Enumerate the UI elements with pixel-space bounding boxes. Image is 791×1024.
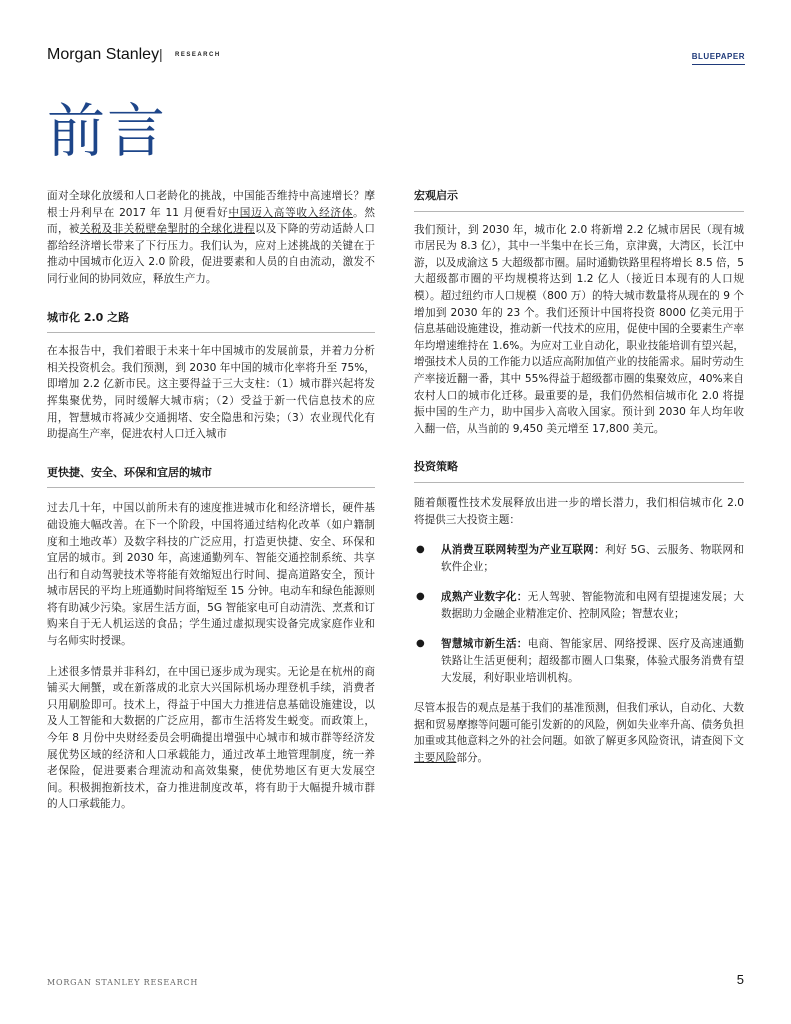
research-label: RESEARCH — [175, 52, 221, 58]
strategy-paragraph: 随着颠覆性技术发展释放出进一步的增长潜力，我们相信城市化 2.0 将提供三大投资主题： — [414, 496, 744, 526]
morgan-stanley-logo: Morgan Stanley — [47, 46, 160, 63]
intro-paragraph — [47, 188, 375, 288]
bullet-icon: ● — [416, 544, 425, 556]
section-heading-urbanization: 城市化 2.0 之路 — [47, 310, 130, 324]
page-number: 5 — [736, 972, 744, 987]
link-key-risks[interactable]: 主要风险 — [414, 752, 457, 765]
section-heading-strategy: 投资策略 — [414, 460, 458, 474]
page-title: 前言 — [47, 97, 168, 165]
logo-separator: | — [159, 46, 163, 62]
list-item — [414, 636, 744, 686]
theme-title: 智慧城市新生活： — [441, 638, 528, 651]
risk-text-1: 尽管本报告的观点是基于我们的基准预测，但我们承认，自动化、大数据和贸易摩擦等问题可能引发新的的风险，例如失业率升高、债务负担加重或其他意料之外的社会问题。如欲了解更多风险资讯，请查阅下文 — [414, 702, 744, 748]
macro-paragraph: 我们预计，到 2030 年，城市化 2.0 将新增 2.2 亿城市居民（现有城市居民为 8.3 亿），其中一半集中在长三角，京津冀，大湾区，长江中游，以及成渝这 5 大超级都市圈。届时通勤铁路里程将增长 8.5 倍，5 大超级都市圈的平均规模将达到 1.2 亿人（接近日本现有的人口规模）。超过纽约市人口规模（800 万）的特大城市数量将从现在的 9 个增加到 2030 年的 23 个。我们还预计中国将投资 8000 亿美元用于信息基础设施建设，推动新一代技术的应用，促使中国的全要素生产率年均增速维持在 1.6%。为应对工业自动化，职业技能培训有望兴起，增强技术人员的工作能力以适应高附加值产业的技能需求。届时劳动生产率接近翻一番，其中 55%得益于超级都市圈的集聚效应，40%来自农村人口的城市化迁移。最重要的是，我们仍然相信城市化 2.0 将提振中国的生产力，助中国步入高收入国家。预计到 2030 年人均年收入翻一倍，从当前的 9,450 美元增至 17,800 美元。 — [414, 223, 744, 435]
risk-text-2: 部分。 — [456, 752, 489, 765]
footer-label: MORGAN STANLEY RESEARCH — [47, 978, 199, 987]
theme-text: 利好 5G、云服务、物联网和软件企业； — [441, 544, 744, 573]
bluepaper-badge: BLUEPAPER — [691, 52, 745, 61]
list-item — [414, 589, 744, 622]
left-column — [47, 188, 375, 813]
cities-paragraph-2: 上述很多情景并非科幻，在中国已逐步成为现实。无论是在杭州的商铺买大闸蟹，或在新落成的北京大兴国际机场办理登机手续，消费者只用刷脸即可。技术上，得益于中国大力推进信息基础设施建设，以及人工智能和大数据的广泛应用，都市生活将发生蜕变。而政策上，今年 8 月份中央财经委员会明确提出增强中心城市和城市群等经济发展优势区域的经济和人口承载能力，通过改革土地管理制度，统一养老保险，促进要素合理流动和高效集聚，使优势地区有更大发展空间。积极拥抱新技术，奋力推进制度改革，将有助于大幅提升城市群的人口承载能力。 — [47, 665, 375, 811]
right-column — [414, 188, 744, 767]
intro-text-2: 。然而，被 — [47, 206, 375, 236]
link-tariff-globalization[interactable]: 关税及非关税壁垒掣肘的全球化进程 — [79, 223, 255, 236]
bullet-icon: ● — [416, 638, 425, 650]
section-heading-macro: 宏观启示 — [414, 189, 458, 202]
theme-text: 无人驾驶、智能物流和电网有望提速发展；大数据助力金融企业精准定价、控制风险；智慧农业； — [441, 591, 744, 620]
investment-themes-list — [414, 542, 744, 686]
risk-paragraph — [414, 700, 744, 766]
bluepaper-underline — [692, 64, 745, 65]
cities-paragraph-1: 过去几十年，中国以前所未有的速度推进城市化和经济增长，硬件基础设施大幅改善。在下一个阶段，中国将通过结构化改革（如户籍制度和土地改革）及数字科技的广泛应用，打造更快捷、安全、环保和宜居的城市。到 2030 年，高速通勤列车、智能交通控制系统、共享出行和自动驾驶技术等将能有效缩短出行时间、提高道路安全，预计城市居民的平均上班通勤时间将缩短至 15 分钟。电动车和绿色能源则将有助减少污染。家居生活方面，5G 智能家电可自动清洗、烹煮和订购来自于无人机运送的食品；学生通过虚拟现实设备完成家庭作业和与名师实时授课。 — [47, 502, 375, 648]
bullet-icon: ● — [416, 591, 425, 603]
intro-text-3: 以及下降的劳动适龄人口都给经济增长带来了下行压力。我们认为，应对上述挑战的关键在于推动中国城市化迈入 2.0 阶段，促进要素和人员的自由流动，激发不同行业间的协同效应，释放生产力。 — [47, 223, 376, 285]
intro-text-1: 面对全球化放缓和人口老龄化的挑战，中国能否维持中高速增长？摩根士丹利早在 2017 年 11 月便看好 — [47, 190, 375, 219]
theme-title: 从消费互联网转型为产业互联网： — [441, 544, 606, 557]
theme-title: 成熟产业数字化： — [441, 591, 528, 604]
theme-text: 电商、智能家居、网络授课、医疗及高速通勤铁路让生活更便利；超级都市圈人口集聚，体验式服务消费有望大发展，利好职业培训机构。 — [441, 638, 744, 684]
section-heading-cities: 更快捷、安全、环保和宜居的城市 — [47, 465, 212, 479]
link-high-income-economy[interactable]: 中国迈入高等收入经济体 — [228, 206, 354, 219]
urbanization-paragraph: 在本报告中，我们着眼于未来十年中国城市的发展前景，并着力分析相关投资机会。我们预测，到 2030 年中国的城市化率将升至 75%，即增加 2.2 亿新市民。这主要得益于三大支柱：（1）城市群兴起将发挥集聚优势，同时缓解大城市病；（2）受益于新一代信息技术的应用，智慧城市将减少交通拥堵、安全隐患和污染；（3）农业现代化有助提高生产率，促进农村人口迁入城市 — [47, 345, 375, 441]
page-header — [47, 44, 745, 74]
list-item — [414, 542, 744, 575]
